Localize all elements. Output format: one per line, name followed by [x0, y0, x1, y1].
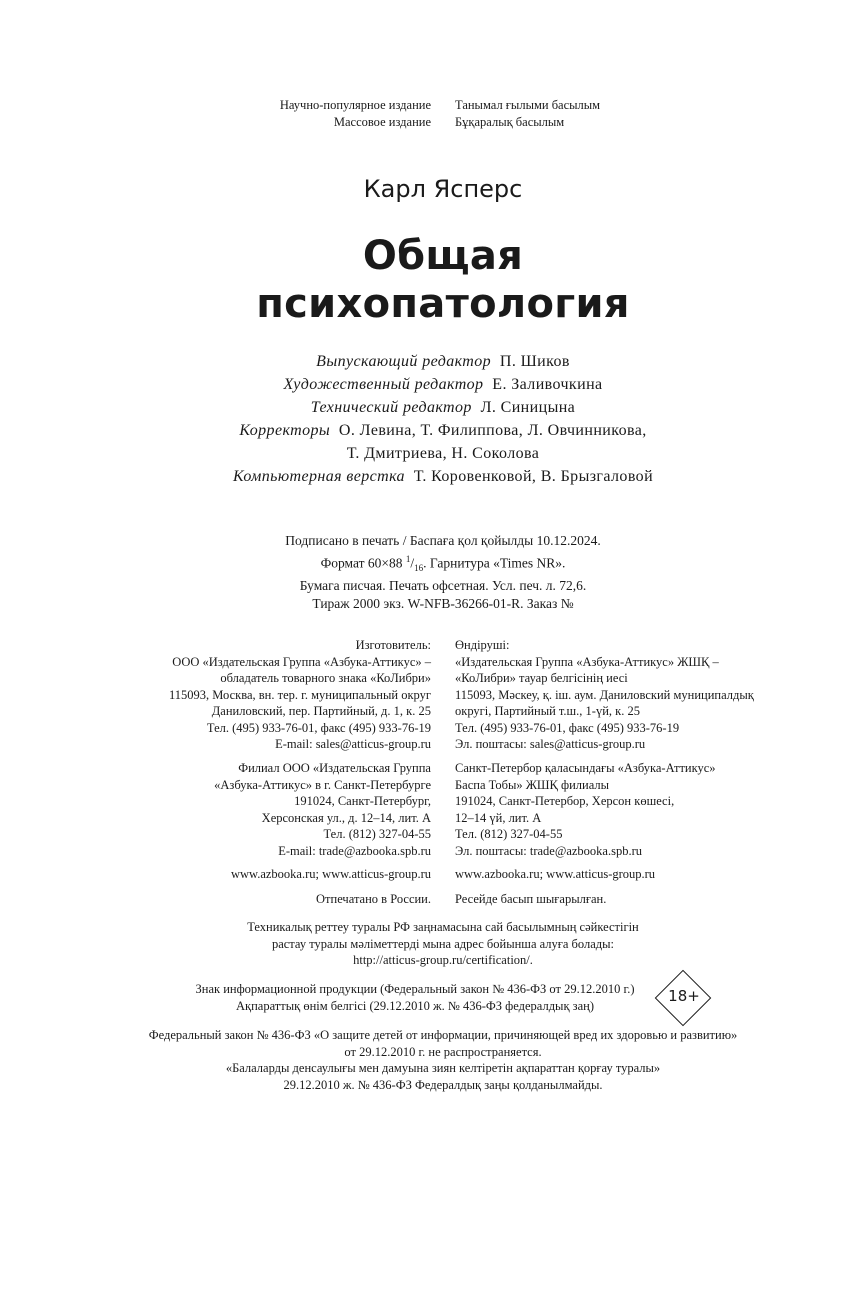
credit-names: П. Шиков [499, 353, 570, 370]
print-info-signed: Подписано в печать / Баспаға қол қойылды 10.12.2024. [285, 533, 601, 548]
law-notice-line: 29.12.2010 ж. № 436-ФЗ Федералдық заңы қолданылмайды. [283, 1077, 603, 1092]
branch-kz-line: Санкт-Петербор қаласындағы «Азбука-Аттикус» [455, 761, 716, 775]
edition-type-kz [455, 97, 600, 130]
manufacturer-ru-line: 115093, Москва, вн. тер. г. муниципальный округ [168, 687, 431, 702]
print-info-run: Тираж 2000 экз. W-NFB-36266-01-R. Заказ № [312, 596, 574, 612]
branch-kz-line: 191024, Санкт-Петербор, Херсон көшесі, [455, 794, 675, 808]
branch-kz-line: Баспа Тобы» ЖШҚ филиалы [455, 777, 609, 792]
printed-in-kz: Ресейде басып шығарылған. [455, 892, 607, 906]
credit-role: Корректоры [239, 422, 331, 439]
branch-kz-line: 12–14 үй, лит. А [455, 810, 542, 825]
manufacturer-ru-line: Даниловский, пер. Партийный, д. 1, к. 25 [211, 704, 431, 718]
edition-type-kz-line: Танымал ғылыми басылым [455, 98, 601, 112]
format-denominator: 16 [414, 563, 424, 574]
credit-line [0, 442, 856, 465]
manufacturer-kz-line: 115093, Мәскеу, қ. іш. аум. Даниловский муниципалдық [455, 687, 754, 702]
branch-ru-line: Херсонская ул., д. 12–14, лит. А [261, 810, 431, 825]
credit-role: Компьютерная верстка [232, 468, 405, 485]
credit-role: Художественный редактор [283, 376, 484, 393]
format-slash: / [410, 555, 415, 571]
branch-ru [214, 760, 431, 859]
info-sign-line: Знак информационной продукции (Федеральный закон № 436-ФЗ от 29.12.2010 г.) [195, 982, 635, 996]
format-suffix: . Гарнитура «Times NR». [423, 555, 566, 571]
print-info-paper: Бумага писчая. Печать офсетная. Усл. печ. л. 72,6. [299, 578, 587, 594]
title-line: психопатология [256, 281, 630, 327]
credit-line [0, 396, 856, 419]
edition-type-ru [280, 97, 431, 130]
law-notice [0, 1027, 856, 1093]
print-info-format [0, 550, 856, 577]
credit-role: Выпускающий редактор [316, 353, 492, 370]
credit-names: О. Левина, Т. Филиппова, Л. Овчинникова, [338, 422, 647, 439]
edition-type-ru-line: Массовое издание [333, 114, 431, 129]
manufacturer-ru-line: обладатель товарного знака «КоЛибри» [220, 671, 431, 685]
printed-in-ru: Отпечатано в России. [316, 892, 431, 906]
credit-line [0, 373, 856, 396]
credit-names: Т. Коровенковой, В. Брызгаловой [413, 468, 654, 485]
manufacturer-kz-line: «КоЛибри» тауар белгісінің иесі [455, 671, 628, 685]
manufacturer-kz-email: Эл. поштасы: sales@atticus-group.ru [455, 737, 646, 751]
credit-names: Л. Синицына [480, 399, 576, 416]
manufacturer-kz-line: Тел. (495) 933-76-01, факс (495) 933-76-19 [455, 720, 680, 735]
branch-kz-line: Тел. (812) 327-04-55 [455, 827, 563, 841]
info-sign-text [150, 981, 680, 1014]
manufacturer-kz [455, 637, 754, 753]
manufacturer-kz-line: «Издательская Группа «Азбука-Аттикус» ЖШҚ – [455, 654, 719, 669]
websites-kz: www.azbooka.ru; www.atticus-group.ru [455, 867, 656, 881]
certification-line: Техникалық реттеу туралы РФ заңнамасына сай басылымның сәйкестігін [247, 920, 639, 934]
law-notice-line: «Балаларды денсаулығы мен дамуына зиян келтіретін ақпараттан қорғау туралы» [225, 1061, 661, 1075]
manufacturer-ru-line: ООО «Издательская Группа «Азбука-Аттикус» – [172, 654, 431, 669]
manufacturer-ru-line: Изготовитель: [355, 638, 431, 652]
age-rating-label: 18+ [668, 987, 700, 1005]
branch-kz-email: Эл. поштасы: trade@azbooka.spb.ru [455, 843, 643, 858]
law-notice-line: Федеральный закон № 436-ФЗ «О защите детей от информации, причиняющей вред их здоровью и развитию» [148, 1028, 738, 1042]
manufacturer-ru-line: Тел. (495) 933-76-01, факс (495) 933-76-19 [206, 720, 431, 735]
credit-line [0, 419, 856, 442]
law-notice-line: от 29.12.2010 г. не распространяется. [344, 1044, 542, 1059]
certification-url: http://atticus-group.ru/certification/. [353, 953, 533, 967]
manufacturer-ru-email: E-mail: sales@atticus-group.ru [275, 737, 431, 751]
branch-ru-line: Тел. (812) 327-04-55 [323, 827, 431, 841]
certification-notice [0, 919, 856, 969]
branch-ru-line: «Азбука-Аттикус» в г. Санкт-Петербурге [214, 777, 431, 792]
websites-ru: www.azbooka.ru; www.atticus-group.ru [230, 867, 431, 881]
book-title [0, 232, 856, 328]
credit-line [0, 350, 856, 373]
author-name: Карл Ясперс [363, 175, 523, 203]
branch-kz [455, 760, 716, 859]
credit-line [0, 465, 856, 488]
print-info [0, 532, 856, 613]
edition-type-ru-line: Научно-популярное издание [279, 98, 431, 112]
format-numerator: 1 [405, 554, 411, 564]
credits-block [0, 350, 856, 488]
branch-ru-email: E-mail: trade@azbooka.spb.ru [278, 843, 431, 858]
edition-type-kz-line: Бұқаралық басылым [455, 114, 565, 129]
branch-ru-line: Филиал ООО «Издательская Группа [238, 761, 431, 775]
credit-role: Технический редактор [310, 399, 472, 416]
certification-line: растау туралы мәліметтерді мына адрес бойынша алуға болады: [271, 936, 615, 951]
manufacturer-ru [169, 637, 431, 753]
manufacturer-kz-line: Өндіруші: [455, 638, 510, 652]
format-prefix: Формат 60×88 [320, 555, 406, 571]
title-line: Общая [362, 233, 524, 279]
manufacturer-kz-line: округі, Партийный т.ш., 1-үй, к. 25 [455, 704, 640, 718]
branch-ru-line: 191024, Санкт-Петербург, [294, 794, 431, 808]
info-sign-line: Ақпараттық өнім белгісі (29.12.2010 ж. № 436-ФЗ федералдық заң) [236, 998, 594, 1013]
credit-names: Е. Заливочкина [492, 376, 603, 393]
credit-names: Т. Дмитриева, Н. Соколова [346, 445, 540, 462]
age-rating-badge [662, 977, 704, 1019]
